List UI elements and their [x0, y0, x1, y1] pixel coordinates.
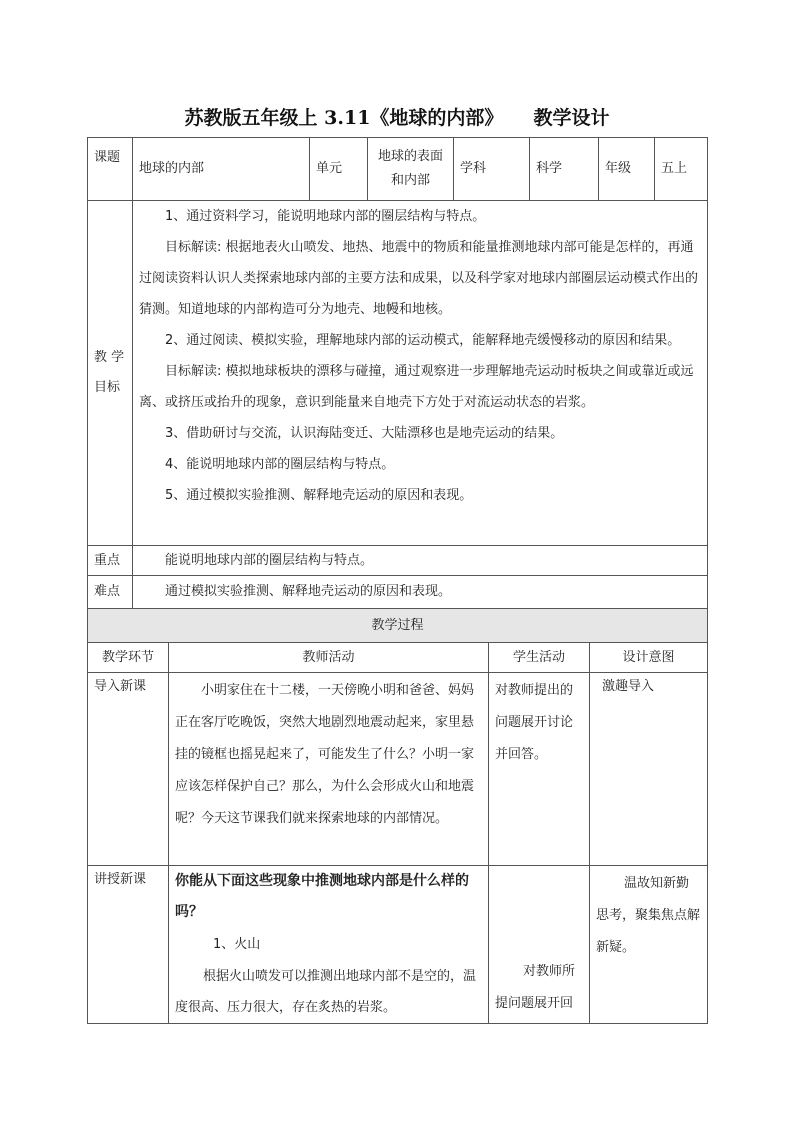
objective-item: 4、能说明地球内部的圈层结构与特点。 [165, 457, 395, 472]
intent-cell: 温故知新勤思考，聚集焦点解新疑。 [590, 866, 708, 1024]
stage-cell: 讲授新课 [88, 866, 169, 1024]
topic-value: 地球的内部 [133, 138, 310, 201]
teacher-activity-cell [169, 866, 489, 1024]
topic-label: 课题 [88, 138, 133, 201]
subject-value: 科学 [530, 138, 599, 201]
teacher-activity-cell [169, 673, 489, 866]
lesson-info-table [87, 137, 708, 609]
column-header-intent: 设计意图 [590, 643, 708, 673]
student-activity-text: 对教师提出的问题展开讨论并回答。 [495, 683, 574, 762]
column-header-student: 学生活动 [489, 643, 590, 673]
header-row [88, 138, 708, 201]
objectives-label-1: 教 学 [94, 350, 125, 365]
title-tail: 教学设计 [533, 107, 610, 129]
objectives-row [88, 201, 708, 546]
objectives-label-2: 目标 [94, 380, 121, 395]
difficulty-value: 通过模拟实验推测、解释地壳运动的原因和表现。 [133, 576, 708, 609]
difficulty-label: 难点 [88, 576, 133, 609]
teacher-text: 根据火山喷发可以推测出地球内部不是空的，温度很高、压力很大，存在炙热的岩浆。 [175, 969, 477, 1015]
objectives-content [133, 201, 708, 546]
process-row-intro [88, 673, 708, 866]
objective-item: 2、通过阅读、模拟实验，理解地球内部的运动模式，能解释地壳缓慢移动的原因和结果。 [165, 333, 681, 348]
grade-value: 五上 [655, 138, 708, 201]
intent-cell: 激趣导入 [590, 673, 708, 866]
objective-item: 1、通过资料学习，能说明地球内部的圈层结构与特点。 [165, 209, 486, 224]
student-activity-cell: 对教师所提问题展开回 [489, 866, 590, 1024]
key-point-row [88, 546, 708, 576]
objective-item: 3、借助研讨与交流，认识海陆变迁、大陆漂移也是地壳运动的结果。 [165, 426, 564, 441]
process-row-new [88, 866, 708, 1024]
subject-label: 学科 [454, 138, 530, 201]
unit-value-line-1: 地球的表面 [377, 149, 443, 164]
objective-item: 目标解读: 模拟地球板块的漂移与碰撞，通过观察进一步理解地壳运动时板块之间或靠近或远离、或挤压或抬升的现象，意识到能量来自地壳下方处于对流运动状态的岩浆。 [139, 364, 694, 410]
teacher-activity-text: 小明家住在十二楼，一天傍晚小明和爸爸、妈妈正在客厅吃晚饭，突然大地剧烈地震动起来，家里悬挂的镜框也摇晃起来了，可能发生了什么？小明一家应该怎样保护自己？那么，为什么会形成火山和地震呢？今天这节课我们就来探索地球的内部情况。 [175, 683, 475, 826]
teacher-subheading: 1、火山 [213, 937, 261, 952]
teaching-process-table [87, 608, 708, 1024]
student-activity-cell [489, 673, 590, 866]
key-point-value: 能说明地球内部的圈层结构与特点。 [133, 546, 708, 576]
unit-value-line-2: 和内部 [390, 173, 430, 188]
process-columns-row [88, 643, 708, 673]
document-title [0, 103, 794, 130]
column-header-stage: 教学环节 [88, 643, 169, 673]
unit-value [368, 138, 454, 201]
difficulty-row [88, 576, 708, 609]
process-heading-row [88, 609, 708, 643]
column-header-teacher: 教师活动 [169, 643, 489, 673]
objectives-label [88, 201, 133, 546]
objective-item: 目标解读: 根据地表火山喷发、地热、地震中的物质和能量推测地球内部可能是怎样的，再通过阅读资料认识人类探索地球内部的主要方法和成果，以及科学家对地球内部圈层运动模式作出的猜测。知道地球的内部构造可分为地壳、地幔和地核。 [139, 240, 699, 317]
key-point-label: 重点 [88, 546, 133, 576]
title-main: 苏教版五年级上 3.11《地球的内部》 [184, 107, 504, 129]
unit-label: 单元 [310, 138, 368, 201]
teacher-question: 你能从下面这些现象中推测地球内部是什么样的吗？ [175, 873, 469, 920]
grade-label: 年级 [599, 138, 655, 201]
stage-cell: 导入新课 [88, 673, 169, 866]
objective-item: 5、通过模拟实验推测、解释地壳运动的原因和表现。 [165, 488, 473, 503]
process-heading: 教学过程 [88, 609, 708, 643]
